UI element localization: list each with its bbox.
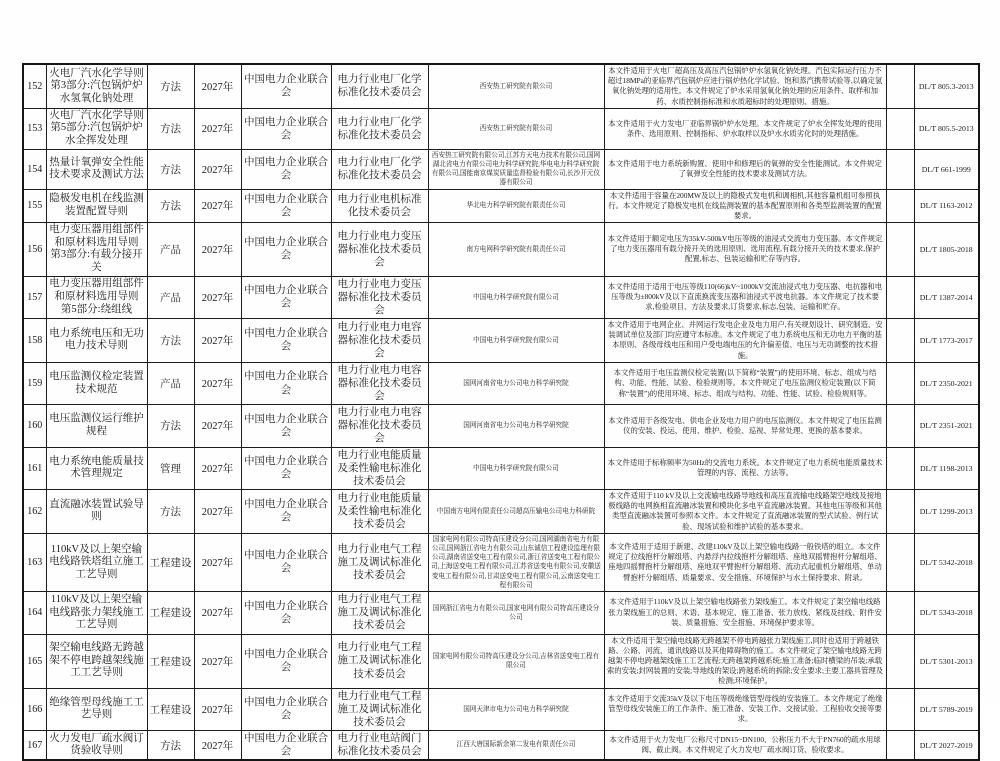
table-row: [23, 592, 979, 634]
cell-row-number: 157: [23, 276, 46, 318]
cell-plan-year: 2027年: [194, 447, 241, 489]
table-row: [23, 189, 979, 223]
cell-row-number: 153: [23, 108, 46, 149]
cell-row-number: 155: [23, 189, 46, 223]
cell-scope-description: 本文件适用于适用于新建、改建110kV及以上架空输电线路一般铁塔的组立。本文件规定了拉线抱杆分解组塔、内悬浮内拉线抱杆分解组塔、座地双摇臂抱杆分解组塔、座地四摇臂抱杆分解组塔、座地双平臂抱杆分解组塔、流动式起重机分解组塔、单动臂抱杆分解组塔、质量要求、安全措施、环境保护与水土保持要求、附录。: [604, 533, 886, 591]
cell-replaced-standard-number: DL/T 1805-2018: [914, 223, 979, 276]
cell-drafting-organizations: 国网河南省电力公司电力科学研究院: [428, 405, 604, 447]
cell-standard-title: 火力发电厂疏水阀订货验收导则: [46, 730, 147, 760]
cell-scope-description: 本文件适用于架空输电线路无跨越架不停电跨越张力架线施工,同时也适用于跨越铁路、公路、河流、通讯线路以及其他障碍物的施工。本文件规定了架空输电线路无跨越架不停电跨越架线施工工艺流程;无跨越架跨越系统;施工准备;临时横梁的吊装;承载索的安装;封网装置的安装;导地线的架设;跨越系统的拆除;安全要求;主要工器具管理及检测;环境保护。: [604, 634, 886, 688]
cell-drafting-organizations: 国网天津市电力公司电力科学研究院: [428, 688, 604, 730]
cell-sponsor-org: 中国电力企业联合会: [241, 276, 331, 318]
cell-row-number: 152: [23, 64, 46, 108]
cell-sponsor-org: 中国电力企业联合会: [241, 318, 331, 362]
cell-plan-year: 2027年: [194, 405, 241, 447]
cell-plan-year: 2027年: [194, 592, 241, 634]
cell-plan-year: 2027年: [194, 730, 241, 760]
cell-plan-year: 2027年: [194, 533, 241, 591]
table-row: [23, 634, 979, 688]
cell-replaced-standard-number: DL/T 661-1999: [914, 149, 979, 189]
cell-standard-title: 电压监测仪检定装置技术规范: [46, 362, 147, 404]
cell-plan-year: 2027年: [194, 489, 241, 533]
cell-replaced-standard-number: DL/T 2027-2019: [914, 730, 979, 760]
cell-drafting-organizations: 国网浙江省电力有限公司,国家电网有限公司特高压建设分公司: [428, 592, 604, 634]
cell-drafting-organizations: 中国电力科学研究院有限公司: [428, 447, 604, 489]
cell-remarks-empty: [886, 223, 914, 276]
table-row: [23, 64, 979, 108]
cell-remarks-empty: [886, 108, 914, 149]
cell-category: 方法: [147, 730, 194, 760]
cell-standard-title: 绝缘管型母线施工工艺导则: [46, 688, 147, 730]
cell-sponsor-org: 中国电力企业联合会: [241, 362, 331, 404]
cell-remarks-empty: [886, 362, 914, 404]
cell-standard-title: 电压监测仪运行维护规程: [46, 405, 147, 447]
cell-technical-committee: 电力行业电能质量及柔性输电标准化技术委员会: [331, 489, 428, 533]
cell-sponsor-org: 中国电力企业联合会: [241, 688, 331, 730]
cell-technical-committee: 电力行业电气工程施工及调试标准化技术委员会: [331, 592, 428, 634]
cell-category: 工程建设: [147, 592, 194, 634]
table-row: [23, 276, 979, 318]
cell-plan-year: 2027年: [194, 318, 241, 362]
cell-category: 工程建设: [147, 533, 194, 591]
cell-sponsor-org: 中国电力企业联合会: [241, 592, 331, 634]
cell-row-number: 154: [23, 149, 46, 189]
cell-row-number: 156: [23, 223, 46, 276]
cell-drafting-organizations: 西安热工研究院有限公司,江苏方天电力技术有限公司,国网湖北省电力有限公司电力科学研究院,华电电力科学研究院有限公司,国能南京煤炭质量监督检验有限公司,长沙开元仪器有限公司: [428, 149, 604, 189]
cell-plan-year: 2027年: [194, 688, 241, 730]
cell-row-number: 167: [23, 730, 46, 760]
cell-replaced-standard-number: DL/T 1387-2014: [914, 276, 979, 318]
cell-replaced-standard-number: DL/T 1299-2013: [914, 489, 979, 533]
cell-scope-description: 本文件适用于交流35kV及以下电压等级绝缘管型母线的安装施工。本文件规定了绝缘管型母线安装施工的工作条件、施工准备、安装工作、交接试验、工程验收交接等要求。: [604, 688, 886, 730]
cell-standard-title: 直流融冰装置试验导则: [46, 489, 147, 533]
cell-remarks-empty: [886, 149, 914, 189]
cell-scope-description: 本文件适用于火力发电厂亚临界锅炉炉水处理。本文件规定了炉水全挥发处理的使用条件、选用原则、控制指标、炉水取样以及炉水水质劣化时的处理措施。: [604, 108, 886, 149]
cell-remarks-empty: [886, 318, 914, 362]
table-row: [23, 362, 979, 404]
cell-standard-title: 火电厂汽水化学导则 第5部分:汽包锅炉炉水全挥发处理: [46, 108, 147, 149]
cell-standard-title: 电力变压器用组部件和原材料选用导则 第3部分:有载分接开关: [46, 223, 147, 276]
table-row: [23, 405, 979, 447]
cell-drafting-organizations: 江西大唐国际新余第二发电有限责任公司: [428, 730, 604, 760]
cell-remarks-empty: [886, 592, 914, 634]
cell-standard-title: 110kV及以上架空输电线路铁塔组立施工工艺导则: [46, 533, 147, 591]
cell-category: 方法: [147, 318, 194, 362]
cell-drafting-organizations: 西安热工研究院有限公司: [428, 108, 604, 149]
cell-standard-title: 110kV及以上架空输电线路张力架线施工工艺导则: [46, 592, 147, 634]
cell-scope-description: 本文件适用于火力发电厂公称尺寸DN15~DN100、公称压力不大于PN760的疏水用球阀、截止阀。本文件规定了火力发电厂疏水阀订货、验收要求。: [604, 730, 886, 760]
cell-row-number: 160: [23, 405, 46, 447]
cell-category: 工程建设: [147, 688, 194, 730]
cell-drafting-organizations: 中国电力科学研究院有限公司: [428, 276, 604, 318]
cell-technical-committee: 电力行业电机标准化技术委员会: [331, 189, 428, 223]
cell-technical-committee: 电力行业电站阀门标准化技术委员会: [331, 730, 428, 760]
standards-plan-table: [22, 63, 980, 761]
cell-standard-title: 热量计氧弹安全性能技术要求及测试方法: [46, 149, 147, 189]
cell-row-number: 159: [23, 362, 46, 404]
cell-scope-description: 本文件适用于110 kV及以上交流输电线路导地线和高压直流输电线路架空地线及接地极线路的电网换相直流融冰装置和模块化多电平直流融冰装置。其他电压等级和其他类型直流融冰装置可参照本文件。本文件规定了直流融冰装置的型式试验、例行试验、现场试验和维护试验的基本要求。: [604, 489, 886, 533]
cell-plan-year: 2027年: [194, 108, 241, 149]
cell-scope-description: 本文件适用于电力系统新购置、使用中和修理后的氧弹的安全性能测试。本文件规定了氧弹安全性能的技术要求及测试方法。: [604, 149, 886, 189]
cell-remarks-empty: [886, 634, 914, 688]
cell-remarks-empty: [886, 276, 914, 318]
cell-row-number: 161: [23, 447, 46, 489]
cell-category: 方法: [147, 189, 194, 223]
cell-category: 方法: [147, 108, 194, 149]
cell-category: 产品: [147, 223, 194, 276]
cell-category: 方法: [147, 64, 194, 108]
cell-standard-title: 电力变压器用组部件和原材料选用导则 第5部分:绕组线: [46, 276, 147, 318]
table-row: [23, 108, 979, 149]
cell-replaced-standard-number: DL/T 805.3-2013: [914, 64, 979, 108]
cell-replaced-standard-number: DL/T 5343-2018: [914, 592, 979, 634]
cell-drafting-organizations: 国家电网有限公司特高压建设分公司,吉林省送变电工程有限公司: [428, 634, 604, 688]
cell-replaced-standard-number: DL/T 5789-2019: [914, 688, 979, 730]
standards-table-body: [23, 64, 979, 760]
cell-drafting-organizations: 国网河南省电力公司电力科学研究院: [428, 362, 604, 404]
cell-drafting-organizations: 西安热工研究院有限公司: [428, 64, 604, 108]
cell-category: 方法: [147, 405, 194, 447]
cell-technical-committee: 电力行业电气工程施工及调试标准化技术委员会: [331, 688, 428, 730]
cell-remarks-empty: [886, 405, 914, 447]
cell-sponsor-org: 中国电力企业联合会: [241, 533, 331, 591]
cell-replaced-standard-number: DL/T 1773-2017: [914, 318, 979, 362]
cell-row-number: 164: [23, 592, 46, 634]
cell-technical-committee: 电力行业电力电容器标准化技术委员会: [331, 405, 428, 447]
cell-drafting-organizations: 华北电力科学研究院有限责任公司: [428, 189, 604, 223]
cell-remarks-empty: [886, 189, 914, 223]
cell-standard-title: 隐极发电机在线监测装置配置导则: [46, 189, 147, 223]
cell-technical-committee: 电力行业电力变压器标准化技术委员会: [331, 276, 428, 318]
table-row: [23, 149, 979, 189]
cell-sponsor-org: 中国电力企业联合会: [241, 730, 331, 760]
cell-plan-year: 2027年: [194, 223, 241, 276]
table-row: [23, 318, 979, 362]
cell-drafting-organizations: 南方电网科学研究院有限责任公司: [428, 223, 604, 276]
cell-category: 方法: [147, 489, 194, 533]
cell-technical-committee: 电力行业电力电容器标准化技术委员会: [331, 362, 428, 404]
cell-standard-title: 电力系统电压和无功电力技术导则: [46, 318, 147, 362]
cell-scope-description: 本文件适用于火电厂超高压及高压汽包锅炉炉水氢氧化钠处理。汽包实际运行压力不超过18MPa的亚临界汽包锅炉应进行锅炉热化学试验、饱和蒸汽携带试验等,以确定氢氧化钠处理的适用性。本文件规定了炉水采用氢氧化钠处理的应用条件、取样和加药、水质控制指标准和水质超标时的处理原则、措施。: [604, 64, 886, 108]
cell-replaced-standard-number: DL/T 805.5-2013: [914, 108, 979, 149]
cell-technical-committee: 电力行业电力变压器标准化技术委员会: [331, 223, 428, 276]
cell-row-number: 158: [23, 318, 46, 362]
cell-remarks-empty: [886, 730, 914, 760]
cell-remarks-empty: [886, 533, 914, 591]
cell-remarks-empty: [886, 489, 914, 533]
cell-scope-description: 本文件适用于电网企业、并网运行发电企业及电力用户,有关规划设计、研究制造、安装调试单位及部门均应遵守本标准。本文件规定了电力系统电压和无功电力平衡的基本原则、各级母线电压和用户受电端电压的允许偏差值、电压与无功调整的技术措施。: [604, 318, 886, 362]
cell-replaced-standard-number: DL/T 1163-2012: [914, 189, 979, 223]
cell-scope-description: 本文件适用于额定电压为35kV-500kV电压等级的油浸式交流电力变压器。本文件规定了电力变压器用有载分接开关的选用原则、选用流程,有载分接开关的技术要求,保护配置,标志、包装运输和贮存等内容。: [604, 223, 886, 276]
cell-technical-committee: 电力行业电厂化学标准化技术委员会: [331, 149, 428, 189]
cell-category: 产品: [147, 276, 194, 318]
cell-technical-committee: 电力行业电厂化学标准化技术委员会: [331, 108, 428, 149]
cell-scope-description: 本文件适用于标称频率为50Hz的交流电力系统。本文件规定了电力系统电能质量技术管理的内容、流程、方法等。: [604, 447, 886, 489]
cell-replaced-standard-number: DL/T 5342-2018: [914, 533, 979, 591]
cell-replaced-standard-number: DL/T 2351-2021: [914, 405, 979, 447]
cell-scope-description: 本文件适用于容量在200MW及以上的隐极式发电机和调相机,其他容量机组可参照执行。本文件规定了隐极发电机在线监测装置的基本配置原则和各类型监测装置的配置要求。: [604, 189, 886, 223]
cell-category: 方法: [147, 149, 194, 189]
cell-technical-committee: 电力行业电厂化学标准化技术委员会: [331, 64, 428, 108]
cell-sponsor-org: 中国电力企业联合会: [241, 223, 331, 276]
cell-plan-year: 2027年: [194, 362, 241, 404]
cell-category: 产品: [147, 362, 194, 404]
cell-replaced-standard-number: DL/T 5301-2013: [914, 634, 979, 688]
cell-technical-committee: 电力行业电力电容器标准化技术委员会: [331, 318, 428, 362]
cell-standard-title: 架空输电线路无跨越架不停电跨越架线施工工艺导则: [46, 634, 147, 688]
cell-plan-year: 2027年: [194, 64, 241, 108]
table-row: [23, 688, 979, 730]
cell-row-number: 162: [23, 489, 46, 533]
cell-replaced-standard-number: DL/T 1198-2013: [914, 447, 979, 489]
cell-row-number: 163: [23, 533, 46, 591]
cell-standard-title: 火电厂汽水化学导则 第3部分:汽包锅炉炉水氢氧化钠处理: [46, 64, 147, 108]
cell-plan-year: 2027年: [194, 276, 241, 318]
cell-category: 管理: [147, 447, 194, 489]
cell-technical-committee: 电力行业电能质量及柔性输电标准化技术委员会: [331, 447, 428, 489]
cell-technical-committee: 电力行业电气工程施工及调试标准化技术委员会: [331, 533, 428, 591]
table-row: [23, 447, 979, 489]
cell-scope-description: 本文件适用于电压监测仪检定装置(以下简称“装置”)的使用环境、标志、组成与结构、功能、性能、试验、检验规则等。本文件规定了电压监测仪检定装置(以下简称“装置”)的使用环境、标志、组成与结构、功能、性能、试验、检验规则等。: [604, 362, 886, 404]
cell-scope-description: 本文件适用于110kV及以上架空输电线路张力架线施工。本文件规定了架空输电线路张力架线施工的总则、术语、基本规定、施工准备、张力放线、紧线及挂线、附件安装、质量措施、安全措施、环境保护要求等。: [604, 592, 886, 634]
cell-drafting-organizations: 中国电力科学研究院有限公司: [428, 318, 604, 362]
cell-replaced-standard-number: DL/T 2350-2021: [914, 362, 979, 404]
cell-row-number: 166: [23, 688, 46, 730]
cell-sponsor-org: 中国电力企业联合会: [241, 634, 331, 688]
cell-standard-title: 电力系统电能质量技术管理规定: [46, 447, 147, 489]
cell-sponsor-org: 中国电力企业联合会: [241, 189, 331, 223]
cell-scope-description: 本文件适用于适用于电压等级110(66)kV~1000kV交流油浸式电力变压器、电抗器和电压等级为±800kV及以下直流换流变压器和油浸式平波电抗器。本文件规定了技术要求,检验项目、方法及要求,订货要求,标志,包装、运输和贮存。: [604, 276, 886, 318]
table-row: [23, 533, 979, 591]
table-row: [23, 730, 979, 760]
cell-category: 工程建设: [147, 634, 194, 688]
cell-scope-description: 本文件适用于各级发电、供电企业及电力用户的电压监测仪。本文件规定了电压监测仪的安装、投运、使用、维护、检验、巡视、异常处理、更换的基本要求。: [604, 405, 886, 447]
cell-row-number: 165: [23, 634, 46, 688]
cell-sponsor-org: 中国电力企业联合会: [241, 108, 331, 149]
cell-plan-year: 2027年: [194, 634, 241, 688]
cell-technical-committee: 电力行业电气工程施工及调试标准化技术委员会: [331, 634, 428, 688]
cell-drafting-organizations: 国家电网有限公司特高压建设分公司,国网湖南省电力有限公司,国网浙江省电力有限公司,山东诚信工程建设监理有限公司,湖南省送变电工程有限公司,浙江省送变电工程有限公司,上海送变电工程有限公司,江苏省送变电有限公司,安徽送变电工程有限公司,甘肃送变电工程有限公司,云南送变电工程有限公司: [428, 533, 604, 591]
cell-plan-year: 2027年: [194, 189, 241, 223]
table-row: [23, 489, 979, 533]
table-row: [23, 223, 979, 276]
cell-sponsor-org: 中国电力企业联合会: [241, 489, 331, 533]
cell-remarks-empty: [886, 447, 914, 489]
cell-remarks-empty: [886, 64, 914, 108]
cell-drafting-organizations: 中国南方电网有限责任公司超高压输电公司电力科研院: [428, 489, 604, 533]
cell-sponsor-org: 中国电力企业联合会: [241, 405, 331, 447]
cell-sponsor-org: 中国电力企业联合会: [241, 64, 331, 108]
cell-sponsor-org: 中国电力企业联合会: [241, 149, 331, 189]
cell-remarks-empty: [886, 688, 914, 730]
cell-sponsor-org: 中国电力企业联合会: [241, 447, 331, 489]
cell-plan-year: 2027年: [194, 149, 241, 189]
